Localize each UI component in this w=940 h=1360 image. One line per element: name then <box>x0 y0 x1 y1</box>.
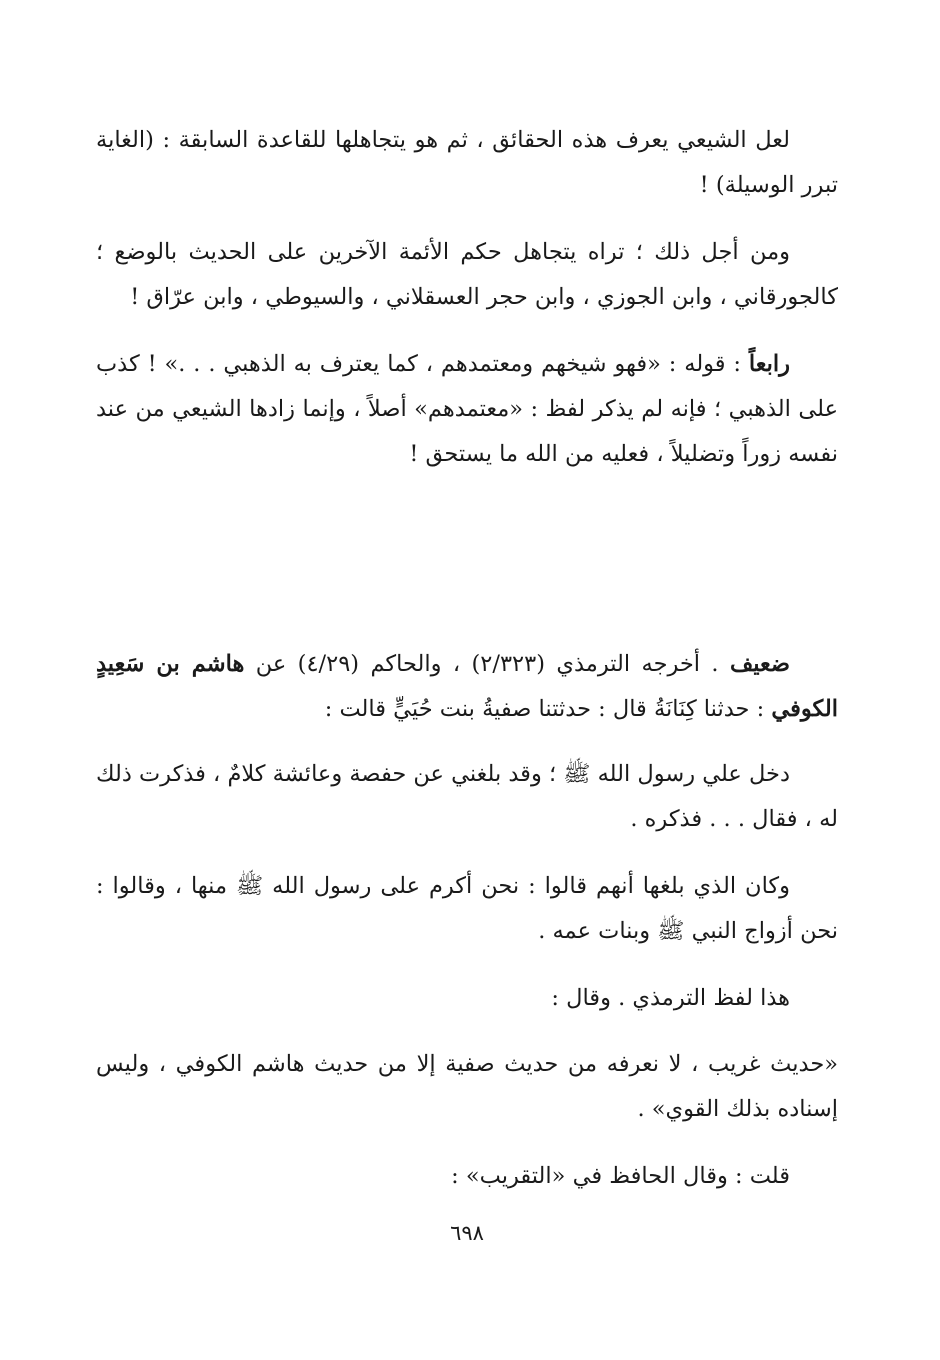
page-number: ٦٩٨ <box>450 1221 484 1245</box>
paragraph-ignoring-imams: ومن أجل ذلك ؛ تراه يتجاهل حكم الأئمة الآخرين على الحديث بالوضع ؛ كالجورقاني ، وابن الجوزي ، وابن حجر العسقلاني ، والسيوطي ، وابن عرّاق ! <box>96 239 838 310</box>
paragraph-narration: دخل علي رسول الله ﷺ ؛ وقد بلغني عن حفصة وعائشة كلامٌ ، فذكرت ذلك له ، فقال . . . فذكره . <box>96 761 838 832</box>
grading-chain: : حدثنا كِنَانَةُ قال : حدثتنا صفيةُ بنت حُيَيٍّ قالت : <box>324 696 772 722</box>
paragraph-hidden-facts: لعل الشيعي يعرف هذه الحقائق ، ثم هو يتجاهلها للقاعدة السابقة : (الغاية تبرر الوسيلة) ! <box>96 127 838 198</box>
grading-source: . أخرجه الترمذي (٢/٣٢٣) ، والحاكم (٤/٢٩) عن <box>244 651 730 677</box>
paragraph-gharib-quote: «حديث غريب ، لا نعرفه من حديث صفية إلا من حديث هاشم الكوفي ، وليس إسناده بذلك القوي» . <box>96 1051 838 1122</box>
grading-label: ضعيف <box>729 651 791 677</box>
paragraph-tirmidhi-wording: هذا لفظ الترمذي . وقال : <box>551 985 790 1011</box>
paragraph-fourthly <box>96 342 838 477</box>
paragraph-what-reached-her: وكان الذي بلغها أنهم قالوا : نحن أكرم على رسول الله ﷺ منها ، وقالوا : نحن أزواج النبي ﷺ وبنات عمه . <box>96 873 838 944</box>
narrator-name: هاشم بن سَعِيدٍ الكوفي <box>96 651 838 722</box>
fourthly-text: : قوله : «فهو شيخهم ومعتمدهم ، كما يعترف به الذهبي . . .» ! كذب على الذهبي ؛ فإنه لم يذكر لفظ : «معتمدهم» أصلاً ، وإنما زادها الشيعي من عند نفسه زوراً وتضليلاً ، فعليه من الله ما يستحق ! <box>96 351 838 467</box>
book-page <box>96 118 838 1298</box>
paragraph-grading <box>96 642 838 732</box>
fourthly-label: رابعاً <box>748 351 790 377</box>
paragraph-taqrib: قلت : وقال الحافظ في «التقريب» : <box>451 1163 790 1189</box>
